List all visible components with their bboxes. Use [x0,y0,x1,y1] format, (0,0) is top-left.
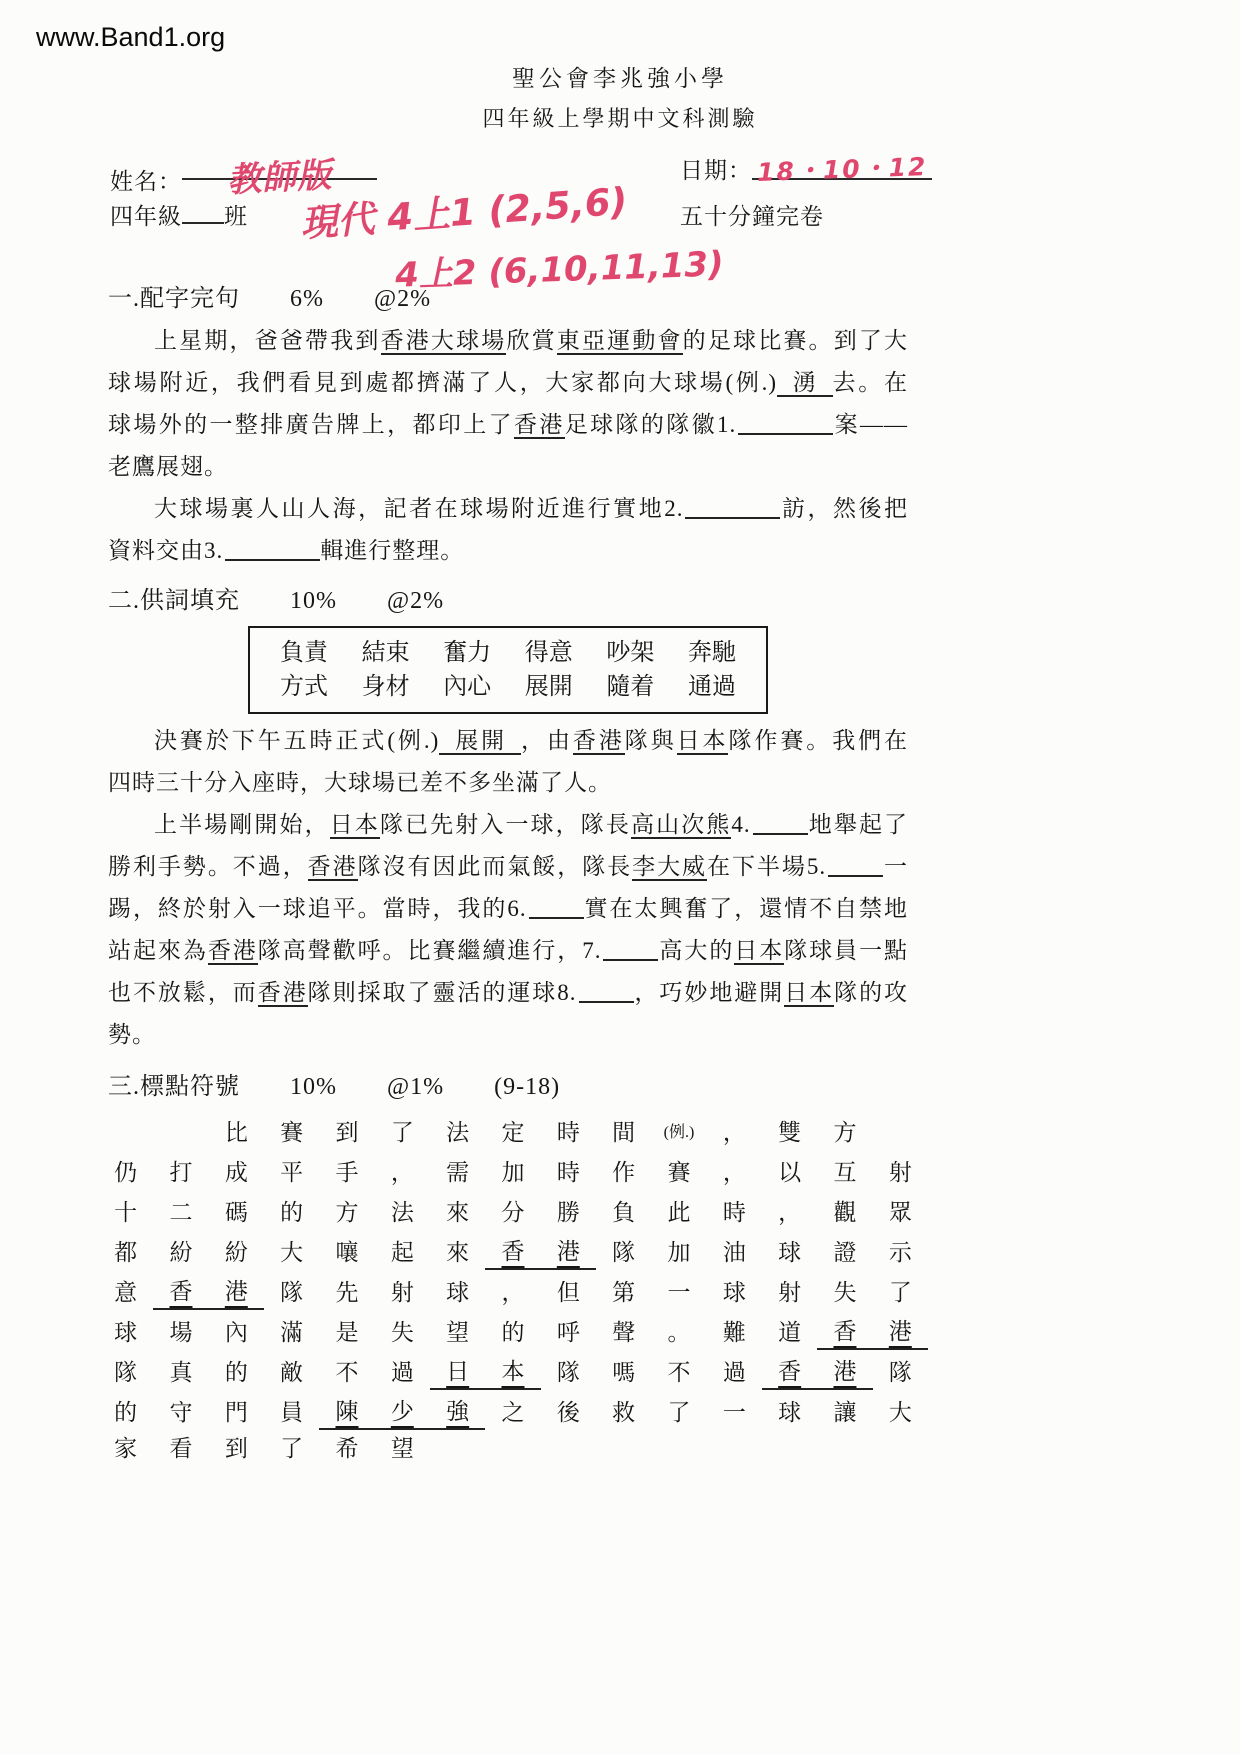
text-segment: 老鷹展翅。 [108,454,228,479]
grid-cell: 到 [335,1119,359,1145]
grid-cell: 港 [817,1350,872,1390]
class-prefix: 四年級 [110,204,182,229]
date-field [680,150,932,185]
text-segment: 去。在 [832,370,909,395]
grid-cell: 先 [335,1279,359,1305]
text-line [108,446,908,488]
text-segment: 實在太興奮了，還情不自禁地 [583,896,909,921]
underlined-term: 日本 [676,728,729,753]
answer-blank-line [738,419,833,435]
grid-cell: 的 [114,1399,138,1425]
underlined-term: 香港 [572,728,625,753]
grid-cell: 到 [224,1436,248,1461]
grid-cell: 敵 [280,1359,304,1385]
grid-cell: 讓 [833,1399,857,1425]
example-answer: 湧 [777,370,832,397]
text-segment: 四時三十分入座時，大球場已差不多坐滿了人。 [108,770,612,795]
text-segment: 訪，然後把 [780,496,909,521]
text-segment: 球場附近，我們看見到處都擠滿了人，大家都向大球場(例.) [108,370,778,395]
text-segment: 上半場剛開始， [154,812,330,837]
name-field [110,150,377,201]
text-line [108,362,908,404]
grid-cell: 手 [335,1159,359,1185]
grid-cell: 時 [556,1119,580,1145]
grid-cell: 門 [224,1399,248,1425]
text-segment: 在下半場 [706,854,807,879]
word-bank-option: 得意 [524,640,573,666]
grid-cell: 。 [667,1319,691,1345]
grid-cell: ， [501,1279,525,1305]
grid-cell: 大 [280,1239,304,1265]
blank-number: 2. [664,496,684,521]
text-line [108,762,908,804]
section3-heading: 三.標點符號 10% @1% (9-18) [108,1074,561,1100]
text-segment: 隊高聲歡呼。比賽繼續進行， [257,938,583,963]
grid-cell: 滿 [280,1319,304,1345]
grid-cell: 此 [667,1199,691,1225]
grid-cell: 真 [169,1359,193,1385]
class-answer-line [182,198,224,224]
grid-cell: 過 [390,1359,414,1385]
word-bank-option: 吵架 [606,640,655,666]
underlined-term: 香港 [257,980,308,1005]
word-bank-option: 負責 [280,640,328,666]
grid-cell: 了 [888,1279,912,1305]
grid-cell: 方 [833,1119,857,1145]
grid-cell: 是 [335,1319,359,1345]
class-field [110,198,248,231]
grid-cell: 射 [778,1279,802,1305]
grid-cell: 不 [667,1359,691,1385]
grid-cell: 意 [114,1279,138,1305]
class-suffix: 班 [224,204,248,229]
text-line [108,804,908,846]
text-line [108,488,908,530]
grid-cell: 定 [501,1119,525,1145]
grid-cell: 都 [114,1239,138,1265]
text-segment: 隊已先射入一球，隊長 [379,812,631,837]
grid-cell: 打 [169,1159,193,1185]
answer-blank-line [753,819,808,835]
grid-cell: 不 [335,1359,359,1385]
grid-cell: 來 [446,1199,470,1225]
underlined-term: 香港 [207,938,258,963]
text-segment: 輯進行整理。 [320,538,465,563]
grid-cell: 一 [722,1399,746,1425]
blank-number: 1. [717,412,737,437]
grid-cell: 香 [153,1270,208,1310]
text-segment: 球場外的一整排廣告牌上，都印上了 [108,412,514,437]
grid-cell: 陳 [319,1390,374,1430]
grid-cell: 隊 [612,1239,636,1265]
grid-cell: 了 [390,1119,414,1145]
word-bank-box [248,626,768,714]
grid-cell [98,1110,153,1150]
underlined-term: 東亞運動會 [556,328,683,353]
text-segment: 勝利手勢。不過， [108,854,308,879]
grid-cell: 望 [446,1319,470,1345]
grid-cell: 加 [501,1159,525,1185]
grid-cell: 員 [280,1399,304,1425]
grid-cell: 香 [485,1230,540,1270]
site-watermark: www.Band1.org [36,22,226,52]
date-answer-line [752,150,932,187]
text-line [108,1014,908,1056]
grid-cell: 港 [541,1230,596,1270]
date-handwritten-value: 18・10・12 [756,152,928,187]
grid-cell: 示 [888,1239,912,1265]
grid-cell: 賽 [667,1159,691,1185]
section2-paragraph-2 [108,804,908,1056]
underlined-term: 香港 [514,412,565,437]
text-segment: 隊的攻 [834,980,909,1005]
text-segment: 隊與 [624,728,677,753]
grid-cell: ， [722,1159,746,1185]
grid-cell: 法 [390,1199,414,1225]
numbered-blank [204,538,320,563]
grid-cell: 球 [778,1399,802,1425]
date-label: 日期： [680,158,752,183]
numbered-blank [717,412,833,437]
text-segment: 地舉起了 [807,812,909,837]
grid-cell: 雙 [778,1119,802,1145]
grid-cell: ， [778,1199,802,1225]
text-segment: 欣賞 [506,328,557,353]
grid-cell: 二 [169,1199,193,1225]
grid-cell: 第 [612,1279,636,1305]
grid-cell: 香 [762,1350,817,1390]
text-segment: 勢。 [108,1022,156,1047]
grid-cell: 的 [501,1319,525,1345]
grid-cell: 過 [722,1359,746,1385]
text-line [108,320,908,362]
name-handwritten-value: 教師版 [226,155,334,201]
numbered-blank [664,496,780,521]
text-line [108,530,908,572]
text-line [108,972,908,1014]
grid-cell: 道 [778,1319,802,1345]
grid-cell: 來 [446,1239,470,1265]
text-segment: 也不放鬆，而 [108,980,258,1005]
numbered-blank [557,980,633,1005]
grid-cell: 隊 [114,1359,138,1385]
numbered-blank [507,896,583,921]
grid-cell: 港 [209,1270,264,1310]
grid-cell: 了 [667,1399,691,1425]
grid-cell: 家 [114,1436,138,1461]
text-line [108,720,908,762]
grid-cell: 勝 [556,1199,580,1225]
grid-cell [153,1110,208,1150]
word-bank-row-2 [280,670,736,704]
section1-heading: 一.配字完句 6% @2% [108,286,432,312]
grid-cell: 射 [888,1159,912,1185]
text-segment: 一 [883,854,909,879]
grid-cell: 希 [335,1436,359,1461]
grid-cell: 強 [430,1390,485,1430]
text-segment: ，巧妙地避開 [633,980,785,1005]
grid-cell: 時 [556,1159,580,1185]
grid-cell: 少 [375,1390,430,1430]
grid-cell: 起 [390,1239,414,1265]
grid-cell: 觀 [833,1199,857,1225]
text-line [108,404,908,446]
word-bank-option: 展開 [524,674,573,700]
text-segment: 隊作賽。我們在 [728,728,909,753]
text-segment: 站起來為 [108,938,208,963]
punctuation-grid [98,1110,928,1430]
name-answer-line [182,150,377,201]
grid-cell: 碼 [224,1199,248,1225]
grid-cell: 油 [722,1239,746,1265]
numbered-blank [731,812,807,837]
grid-cell [873,1110,928,1150]
grid-cell: 互 [833,1159,857,1185]
word-bank-option: 內心 [443,674,492,700]
text-segment: 決賽於下午五時正式(例.) [154,728,440,753]
grid-cell: 聲 [612,1319,636,1345]
underlined-term: 香港大球場 [380,328,507,353]
grid-cell: (例.) [663,1123,695,1141]
grid-cell: 但 [556,1279,580,1305]
underlined-term: 日本 [784,980,835,1005]
blank-number: 7. [582,938,602,963]
underlined-term: 日本 [329,812,380,837]
text-segment: 上星期，爸爸帶我到 [154,328,381,353]
exam-body [108,278,912,1461]
word-bank-option: 奮力 [443,640,492,666]
grid-cell: 射 [390,1279,414,1305]
word-bank-option: 結束 [361,640,410,666]
grid-cell: 後 [556,1399,580,1425]
blank-number: 8. [557,980,577,1005]
section2-heading: 二.供詞填充 10% @2% [108,588,445,614]
text-segment: 隊則採取了靈活的運球 [307,980,558,1005]
grid-cell: 賽 [280,1119,304,1145]
text-segment: 的足球比賽。到了大 [682,328,909,353]
grid-cell: 間 [612,1119,636,1145]
answer-blank-line [603,945,658,961]
grid-cell: 嗎 [612,1359,636,1385]
grid-cell: 的 [280,1199,304,1225]
text-segment: 踢，終於射入一球追平。當時，我的 [108,896,508,921]
grid-cell: 呼 [556,1319,580,1345]
grid-cell: 隊 [556,1359,580,1385]
text-segment: 資料交由 [108,538,204,563]
grid-cell: 之 [501,1399,525,1425]
punctuation-grid-cutoff-row [98,1430,928,1461]
grid-cell: 內 [224,1319,248,1345]
blank-number: 4. [731,812,751,837]
grid-cell: 仍 [114,1159,138,1185]
grid-cell: 救 [612,1399,636,1425]
blank-number: 6. [507,896,527,921]
answer-blank-line [529,903,584,919]
blank-number: 3. [204,538,224,563]
duration-note: 五十分鐘完卷 [680,204,824,229]
grid-cell: 失 [833,1279,857,1305]
text-segment: 隊球員一點 [784,938,909,963]
word-bank-option: 通過 [687,674,736,700]
text-segment: 大球場裏人山人海，記者在球場附近進行實地 [154,496,665,521]
exam-title: 四年級上學期中文科測驗 [482,106,758,131]
grid-cell: 十 [114,1199,138,1225]
grid-cell: 球 [722,1279,746,1305]
grid-cell: 以 [778,1159,802,1185]
grid-cell: 球 [778,1239,802,1265]
section1-paragraph-1 [108,320,908,488]
example-answer: 展開 [439,728,521,755]
grid-cell: 守 [169,1399,193,1425]
grid-cell: 嚷 [335,1239,359,1265]
grid-cell: 看 [169,1436,193,1461]
text-segment: 高大的 [658,938,735,963]
grid-cell: 需 [446,1159,470,1185]
grid-cell: 的 [224,1359,248,1385]
blank-number: 5. [806,854,827,879]
grid-cell: 隊 [280,1279,304,1305]
text-segment: 隊沒有因此而氣餒，隊長 [357,854,633,879]
underlined-term: 香港 [307,854,358,879]
grid-cell: 一 [667,1279,691,1305]
grid-cell: 眾 [888,1199,912,1225]
grid-cell: 作 [612,1159,636,1185]
text-line [108,888,908,930]
grid-cell: 難 [722,1319,746,1345]
grid-cell: ， [390,1159,414,1185]
grid-cell: 日 [430,1350,485,1390]
grid-cell: 大 [888,1399,912,1425]
word-bank-option: 身材 [361,674,410,700]
answer-blank-line [225,545,320,561]
grid-cell: 場 [169,1319,193,1345]
word-bank-option: 方式 [280,674,328,700]
grid-cell: 紛 [224,1239,248,1265]
numbered-blank [807,854,883,879]
document-header [0,60,1240,133]
text-line [108,846,908,888]
underlined-term: 高山次熊 [630,812,732,837]
answer-blank-line [685,503,780,519]
grid-cell: 法 [446,1119,470,1145]
section1-paragraph-2 [108,488,908,572]
grid-cell: 球 [446,1279,470,1305]
grid-cell: 了 [280,1436,304,1461]
grid-cell: 港 [873,1310,928,1350]
answer-blank-line [579,987,634,1003]
grid-cell: 紛 [169,1239,193,1265]
grid-cell: 隊 [888,1359,912,1385]
grid-cell: 分 [501,1199,525,1225]
grid-cell: 時 [722,1199,746,1225]
grid-cell: 負 [612,1199,636,1225]
text-line [108,930,908,972]
grid-cell: ， [722,1119,746,1145]
grid-cell: 失 [390,1319,414,1345]
word-bank-row-1 [280,636,736,670]
word-bank-option: 隨着 [606,674,655,700]
text-segment: 案—— [833,412,908,437]
school-name: 聖公會李兆強小學 [512,66,728,91]
grid-cell: 加 [667,1239,691,1265]
grid-cell: 香 [817,1310,872,1350]
grid-cell: 本 [485,1350,540,1390]
word-bank-option: 奔馳 [687,640,736,666]
teacher-annotation-2: 4上2 (6,10,11,13) [394,244,725,296]
grid-cell: 方 [335,1199,359,1225]
text-segment: ，由 [521,728,573,753]
name-label: 姓名： [110,169,182,194]
text-segment: 足球隊的隊徽 [564,412,717,437]
grid-cell: 平 [280,1159,304,1185]
grid-cell: 成 [224,1159,248,1185]
grid-cell: 證 [833,1239,857,1265]
grid-cell: 球 [114,1319,138,1345]
teacher-annotation-1: 現代 4上1 (2,5,6) [299,179,629,246]
section2-paragraph-1 [108,720,908,804]
underlined-term: 日本 [734,938,785,963]
grid-cell: 望 [390,1436,414,1461]
numbered-blank [582,938,658,963]
grid-cell: 比 [224,1119,248,1145]
answer-blank-line [828,861,883,877]
underlined-term: 李大威 [632,854,707,879]
